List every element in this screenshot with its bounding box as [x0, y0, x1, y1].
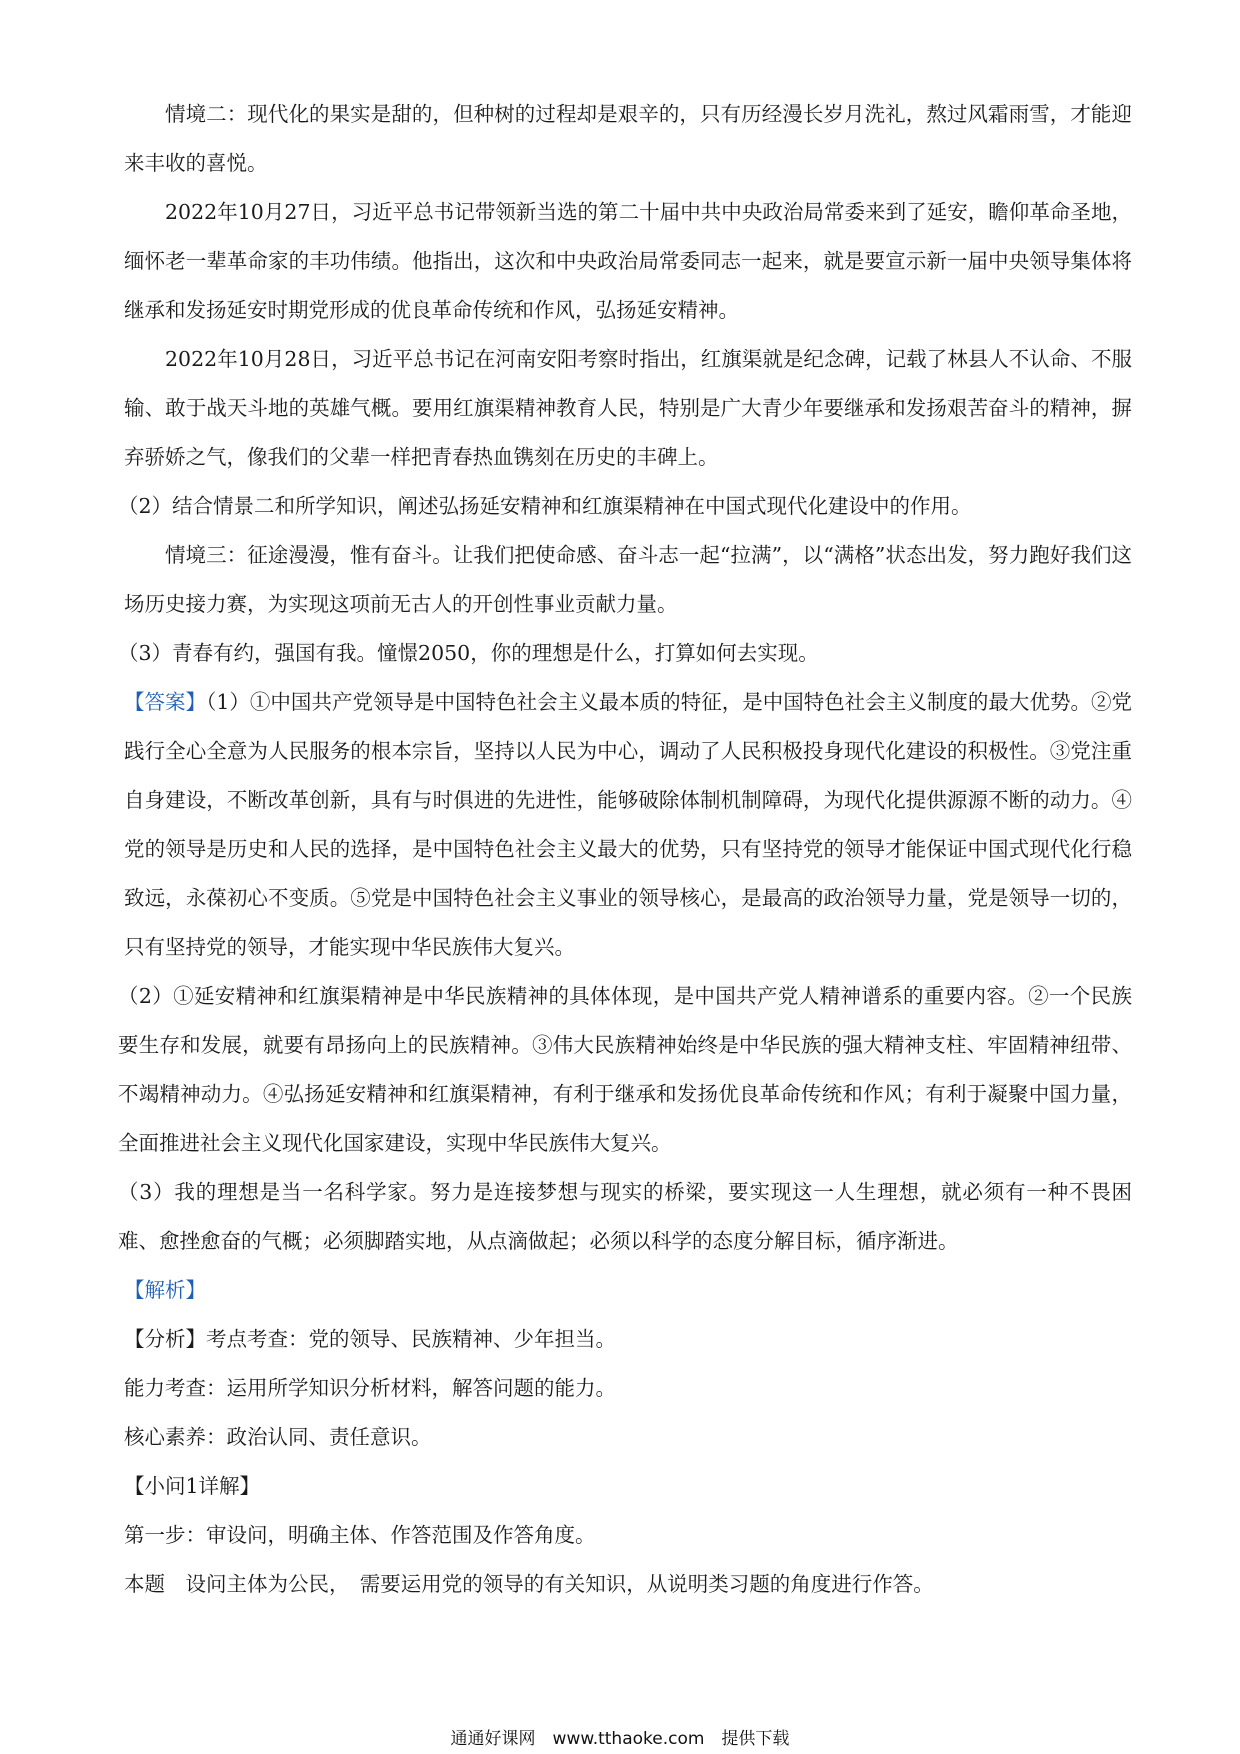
page-footer: 通通好课网 www.tthaoke.com 提供下载 — [450, 1729, 790, 1749]
answer-3: （3）我的理想是当一名科学家。努力是连接梦想与现实的桥梁，要实现这一人生理想，就必须有一种不畏困难、愈挫愈奋的气概；必须脚踏实地，从点滴做起；必须以科学的态度分解目标，循序渐进。 — [118, 1180, 1132, 1253]
answer-2: （2）①延安精神和红旗渠精神是中华民族精神的具体体现，是中国共产党人精神谱系的重要内容。②一个民族要生存和发展，就要有昂扬向上的民族精神。③伟大民族精神始终是中华民族的强大精神支柱、牢固精神纽带、不竭精神动力。④弘扬延安精神和红旗渠精神，有利于继承和发扬优良革命传统和作风；有利于凝聚中国力量，全面推进社会主义现代化国家建设，实现中华民族伟大复兴。 — [118, 984, 1132, 1155]
document-body — [118, 90, 1132, 1609]
answer-1 — [124, 678, 1132, 972]
analysis-tag: 【解析】 — [124, 1278, 206, 1302]
analysis-points: 【分析】考点考查：党的领导、民族精神、少年担当。 — [124, 1327, 616, 1351]
analysis-step-1: 第一步：审设问，明确主体、作答范围及作答角度。 — [124, 1523, 596, 1547]
scenario-2-paragraph-yanan: 2022年10月27日，习近平总书记带领新当选的第二十届中共中央政治局常委来到了延安，瞻仰革命圣地，缅怀老一辈革命家的丰功伟绩。他指出，这次和中央政治局常委同志一起来，就是要宣示新一届中央领导集体将继承和发扬延安时期党形成的优良革命传统和作风，弘扬延安精神。 — [124, 200, 1132, 322]
sub-question-1-heading: 【小问1详解】 — [124, 1474, 261, 1498]
answer-tag: 【答案】 — [124, 690, 207, 714]
question-3: （3）青春有约，强国有我。憧憬2050，你的理想是什么，打算如何去实现。 — [118, 641, 819, 665]
question-2: （2）结合情景二和所学知识，阐述弘扬延安精神和红旗渠精神在中国式现代化建设中的作用。 — [118, 494, 972, 518]
analysis-ability: 能力考查：运用所学知识分析材料，解答问题的能力。 — [124, 1376, 616, 1400]
scenario-2-paragraph-hongqiqu: 2022年10月28日，习近平总书记在河南安阳考察时指出，红旗渠就是纪念碑，记载了林县人不认命、不服输、敢于战天斗地的英雄气概。要用红旗渠精神教育人民，特别是广大青少年要继承和发扬艰苦奋斗的精神，摒弃骄娇之气，像我们的父辈一样把青春热血镌刻在历史的丰碑上。 — [124, 347, 1132, 469]
analysis-literacy: 核心素养：政治认同、责任意识。 — [124, 1425, 432, 1449]
analysis-body: 本题 设问主体为公民， 需要运用党的领导的有关知识，从说明类习题的角度进行作答。 — [124, 1572, 934, 1596]
scenario-3: 情境三：征途漫漫，惟有奋斗。让我们把使命感、奋斗志一起“拉满”，以“满格”状态出发，努力跑好我们这场历史接力赛，为实现这项前无古人的开创性事业贡献力量。 — [124, 543, 1132, 616]
answer-1-text: （1）①中国共产党领导是中国特色社会主义最本质的特征，是中国特色社会主义制度的最大优势。②党践行全心全意为人民服务的根本宗旨，坚持以人民为中心，调动了人民积极投身现代化建设的积极性。③党注重自身建设，不断改革创新，具有与时俱进的先进性，能够破除体制机制障碍，为现代化提供源源不断的动力。④党的领导是历史和人民的选择，是中国特色社会主义最大的优势，只有坚持党的领导才能保证中国式现代化行稳致远，永葆初心不变质。⑤党是中国特色社会主义事业的领导核心，是最高的政治领导力量，党是领导一切的，只有坚持党的领导，才能实现中华民族伟大复兴。 — [124, 690, 1132, 959]
scenario-2-intro: 情境二：现代化的果实是甜的，但种树的过程却是艰辛的，只有历经漫长岁月洗礼，熬过风霜雨雪，才能迎来丰收的喜悦。 — [124, 102, 1132, 175]
